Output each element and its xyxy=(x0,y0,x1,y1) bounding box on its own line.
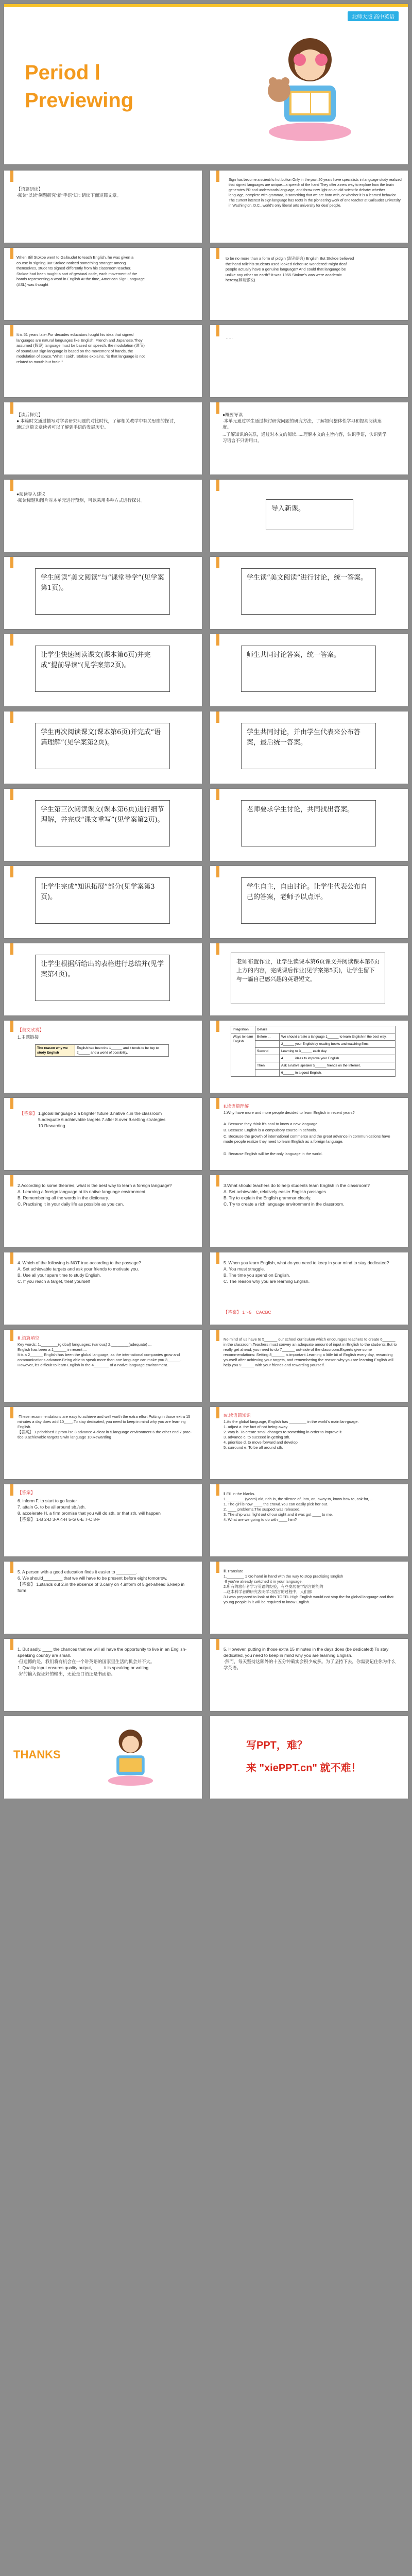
promo-line-1: 写PPT，难？ xyxy=(246,1740,307,1751)
slide-17 xyxy=(210,711,408,784)
slide-27-d: D. Because English will be the only language in the world. xyxy=(224,1151,323,1156)
slide-10 xyxy=(4,480,202,552)
ways-table-cell xyxy=(255,1070,280,1077)
slide-11-box: 导入新课。 xyxy=(266,499,353,530)
slide-38-text: 5. A person with a good education finds it easier to ________. 6. We should________ that we will have to be present before eight tomorrow. 【答案】 1.stands out 2.in the absence of 3.carry on 4.inform of 5.get-ahead 6.keep in form xyxy=(18,1569,185,1593)
slide-tab xyxy=(216,171,219,182)
slide-9-text: ●概要导读 ·本单元通过学生通过探讨研究问题的研究方法，了解如何整体性学习和提高阅读速度。 xyxy=(222,412,382,430)
reason-table-content: English had been the 1______ and it tends to be key to 2______ and a world of possibility. xyxy=(75,1045,169,1057)
slide-13-box: 学生读“美文阅读”进行讨论，统一答案。 xyxy=(241,568,376,615)
promo-slide xyxy=(210,1716,408,1799)
slide-3-text: Sign has become a scientific hot button Only in the past 20 years have specialists in language study realized that signed languages are unique—a speech of the hand They offer a new way to explore how the brain generates PR and understands language, and throw new light on an old scientific debate: whether language, complete with grammar, is something that we are born with, or whether it is a learned behavior The current interest in sign language has roots in the pioneering work of one teacher at Gallaudet University in Washington, D.C., world's only liberal arts university for deaf people. xyxy=(229,178,402,208)
ways-table-cell xyxy=(255,1055,280,1062)
slide-21-box: 学生自主，自由讨论。让学生代表公布自己的答案，老师予以点评。 xyxy=(241,877,376,924)
slide-35-text: 1.As the global language, English has ________ in the world's main lan-guage. 1. adjust a. the fact of not being away 2. vary b. To create small changes to something in order to improve it 3. advance c. to succeed in getting sth. 4. prioritise d. to move forward and develop 5. surround e. To be all around sth. xyxy=(224,1419,359,1450)
slide-37-text: Ⅱ.Fill in the blanks. 1.________ (years) old, rich in, the silence of, into, on, away to, know how to, ask for, ... 1. The girl is now ____ the crowd.You can easily pick her out. 2. ____ problems.The suspect was released. 3. The ship was flight out of our sight and it was got ____ to me. 4. What are we going to do with ____ him? xyxy=(224,1492,373,1522)
slide-18 xyxy=(4,789,202,861)
slide-tab xyxy=(10,480,13,491)
slide-2 xyxy=(4,171,202,243)
slide-tab xyxy=(216,1484,219,1496)
ways-table-cell: Then xyxy=(255,1062,280,1070)
slide-8 xyxy=(4,402,202,474)
slide-38 xyxy=(4,1562,202,1634)
slide-27-q1: 1.Why have more and more people decided to learn English in recent years? xyxy=(224,1110,355,1115)
reason-table xyxy=(35,1044,169,1057)
slide-tab xyxy=(216,402,219,414)
slide-29-text: 3.What should teachers do to help students learn English in the classroom? A. Set achievable, relatively easier English passages. B. Try to explain the English grammar clearly. C. Try to create a rich language environment in the classroom. xyxy=(224,1183,370,1207)
slide-22 xyxy=(4,943,202,1015)
slide-tab xyxy=(10,789,13,800)
slide-4-text: When Bill Stokoe went to Gallaudet to teach English, he was given a course in signing.But Stokoe noticed something strange: among themselves, students signed differently from his classroom teacher. Stokoe had been taught a sort of gestural code, each movement of the hands representing a word in English At the time, American Sign Language (ASL) was thought xyxy=(16,255,145,287)
slide-12 xyxy=(4,557,202,629)
slide-27-head: Ⅱ.读语篇理解 xyxy=(224,1104,249,1109)
slide-27-b: B. Because English is a compulsory course in schools. xyxy=(224,1128,317,1132)
ways-table-cell: We should create a language 1______ to learn English in the best way. xyxy=(280,1033,396,1041)
slide-27-c: C. Because the growth of international commerce and the great advance in communications have made people realize they need to learn English as a foreign language. xyxy=(224,1134,390,1144)
slide-tab xyxy=(10,171,13,182)
slide-tab xyxy=(216,1021,219,1032)
slide-tab xyxy=(10,402,13,414)
slide-30-text: 4. Which of the following is NOT true according to the passage? A. Set achievable targets and ask your friends to motivate you. B. Use all your spare time to study English. C. If you reach a target, treat yourself xyxy=(18,1260,141,1284)
slide-3 xyxy=(210,171,408,243)
slide-tab xyxy=(216,943,219,955)
ways-table xyxy=(231,1026,396,1077)
slide-tab xyxy=(216,325,219,336)
slide-27 xyxy=(210,1098,408,1170)
slide-36-head: 【答案】 xyxy=(18,1490,36,1495)
slide-tab xyxy=(216,866,219,877)
slide-15-box: 师生共同讨论答案，统一答案。 xyxy=(241,646,376,692)
slide-41 xyxy=(210,1639,408,1711)
slide-21 xyxy=(210,866,408,938)
slide-5-text: to be no more than a form of pidgin (混杂语言) English.But Stokoe believed the"hand talk"his students used looked richer.He wondered: might deaf people actually have a genuine language? And could that language be unlike any other on earth? It was 1955.Stokoe's was were academic heresy(异端邪说). xyxy=(226,256,354,282)
slide-40-text: 1. But sadly, ____ the chances that we will all have the opportunity to live in an English-speaking country are small. ·但遗憾的是，我们将有机会在一个讲英语的国家里生活的机会并不大。 1. Quality input ensures quality output, ____ it is speaking or writing. ·好的输入保证好的输出，无论是口语还是书面语。 xyxy=(18,1647,187,1676)
slide-tab xyxy=(216,1639,219,1650)
slide-19 xyxy=(210,789,408,861)
slide-16 xyxy=(4,711,202,784)
slide-20-box: 让学生完成“知识拓展”部分(见学案第3页)。 xyxy=(35,877,170,924)
slide-27-a: A. Because they think it's cool to know a new language. xyxy=(224,1122,319,1126)
thanks-text: THANKS xyxy=(13,1748,61,1761)
ways-table-cell xyxy=(255,1041,280,1048)
slide-32 xyxy=(4,1330,202,1402)
ways-table-cell: 6______ in a good English. xyxy=(280,1070,396,1077)
slide-33 xyxy=(210,1330,408,1402)
slide-17-box: 学生共同讨论，并由学生代表来公布答案，最后统一答案。 xyxy=(241,723,376,769)
slide-tab xyxy=(10,1639,13,1650)
slide-40 xyxy=(4,1639,202,1711)
cover-title-line1: Period Ⅰ xyxy=(25,61,101,84)
slide-5 xyxy=(210,248,408,320)
slide-tab xyxy=(10,943,13,955)
reason-table-label: The reason why we study English xyxy=(36,1045,75,1057)
slide-36-body: 6. inform F. to start to go faster 7. attain G. to be all around sb./sth. 8. accelerate H. a firm promise that you will do sth. or that sth. will happen 【答案】 1-B 2-D 3-A 4-H 5-G 6-E 7-C 8-F xyxy=(18,1498,161,1522)
slide-14-box: 让学生快速阅读课文(课本第6页)并完成“提前导读”(见学案第2页)。 xyxy=(35,646,170,692)
slide-tab xyxy=(216,1330,219,1341)
slide-41-text: 5. However, putting in those extra 15 minutes in the days does (be dedicated) To stay dedicated, you need to keep in mind why you are learning English. ·然而，每天坚持这额外的十五分钟确实会积少成多。为了坚持下去，你需要记住你为什么学英语。 xyxy=(224,1647,396,1670)
slide-7 xyxy=(210,325,408,397)
slide-tab xyxy=(10,1021,13,1032)
slide-13 xyxy=(210,557,408,629)
girl-reading-illustration xyxy=(97,1723,159,1790)
slide-tab xyxy=(10,1330,13,1341)
girl-reading-illustration xyxy=(248,29,362,147)
slide-29 xyxy=(210,1175,408,1247)
ways-table-cell: 4______ ideas to improve your English. xyxy=(280,1055,396,1062)
slide-32-head: Ⅲ.语篇填空 xyxy=(18,1335,40,1341)
slide-15 xyxy=(210,634,408,706)
slide-30 xyxy=(4,1252,202,1325)
promo-line-2: 来 "xiePPT.cn" 就不难！ xyxy=(246,1762,362,1774)
slide-19-box: 老师要求学生讨论，共同找出答案。 xyxy=(241,800,376,846)
slide-20 xyxy=(4,866,202,938)
slide-tab xyxy=(216,634,219,646)
slide-tab xyxy=(10,1484,13,1496)
slide-tab xyxy=(216,557,219,568)
slide-7-lines: ····· xyxy=(226,336,233,341)
slide-14 xyxy=(4,634,202,706)
slide-tab xyxy=(10,1175,13,1187)
ways-table-cell: Ways to learn English xyxy=(231,1033,255,1077)
ways-table-head-a: Integration xyxy=(231,1026,255,1033)
slide-24-head: 【美文欣赏】 xyxy=(18,1027,44,1032)
slide-tab xyxy=(10,248,13,259)
slide-24 xyxy=(4,1021,202,1093)
slide-23-box: 老师布置作业，让学生读课本第6页课文并阅读课本第6页上方的内容，完成课后作业(见学案第5页)，让学生留下与一篇自己感兴趣的英语短文。 xyxy=(231,953,385,1004)
slide-26-head: 【答案】 xyxy=(20,1111,38,1116)
slide-tab xyxy=(216,1098,219,1109)
slide-8-text: 【读后探究】 ● 本篇时文通过描写对学者研究问题的对比时代，了解相关教学中有关思维的探讨，通过这篇文章读者可以了解到手语的发展历史。 xyxy=(16,412,178,430)
ways-table-cell: Learning to 3______ each day. xyxy=(280,1048,396,1055)
slide-35 xyxy=(210,1407,408,1479)
slide-11 xyxy=(210,480,408,552)
slide-tab xyxy=(10,711,13,723)
slide-tab xyxy=(216,480,219,491)
slide-24-sub: 1.主题链接 xyxy=(18,1035,39,1040)
slide-18-box: 学生第三次阅读课文(课本第6页)进行细节理解，并完成“课文重写”(见学案第2页)。 xyxy=(35,800,170,846)
slide-tab xyxy=(216,1407,219,1418)
slide-4 xyxy=(4,248,202,320)
slide-tab xyxy=(10,1562,13,1573)
cover-slide xyxy=(4,4,408,164)
slide-10-text: ●阅读导入建议 ·阅读标题和图片对本单元进行预测，可以采用多种方式进行探讨。 xyxy=(16,492,145,503)
slide-39-text: Ⅲ.Translate 1.________ 1 Go hand in hand with the way to stop practising English ·If you've already switched it in your language. 2.所有的旅行者学习英语的经验，有些发展在学语言的能的 ...这本科学者的研究表明学习语言的过程中，人们都 3.I was prepared to look at this TOEFL High English would not stop the for global language and that young people in it will be required to know English. xyxy=(224,1569,394,1604)
slide-26-body: 1.global language 2.a brighter future 3.native 4.in the classroom 5.adequate 6.achievable targets 7.after 8.over 9.setting strategies 10.Rewarding xyxy=(38,1111,166,1128)
slide-2-text: 【语篇研读】 ·阅读“以读”例题研究“新”手语“知”: 请读下面短篇文章。 xyxy=(16,187,122,198)
slide-tab xyxy=(10,866,13,877)
ways-table-head-b: Details xyxy=(255,1026,396,1033)
slide-37 xyxy=(210,1484,408,1556)
slide-33-text: No mind of us have to 5______ our school curriculum which encourages teachers to create 6______ in the classroom.Teachers must convey an adequate amount of input in English to the students.But to really get ahead, you need to do 7______ out-side of the classroom.Experts give some recommendations: Setting 8______ is important.Learning a little bit of English every day, rewarding yourself after achieving your targets, and remembering the reason why you are learning English will help you 9______ with your friends and rewarding yourself. xyxy=(224,1337,397,1367)
cover-badge: 北师大版 高中英语 xyxy=(348,11,399,21)
cover-title-line2: Previewing xyxy=(25,89,134,112)
slide-31-text: 5. When you learn English, what do you need to keep in your mind to stay dedicated? A. You must struggle. B. The time you spend on English. C. The reason why you are learning English. xyxy=(224,1260,389,1284)
slide-tab xyxy=(216,1175,219,1187)
cover-top-stripe xyxy=(4,4,408,7)
slide-16-box: 学生再次阅读课文(课本第6页)并完成“语篇理解”(见学案第2页)。 xyxy=(35,723,170,769)
slide-9-text-2: ...了解知识的关联，通过对本文的阅读......理解本文的主旨内容，认识手语，认识到学习语言不只需用口。 xyxy=(222,432,387,443)
slide-tab xyxy=(10,1407,13,1418)
slide-31 xyxy=(210,1252,408,1325)
slide-tab xyxy=(10,634,13,646)
slide-12-box: 学生阅读“美文阅读”与“课堂导学”(见学案第1页)。 xyxy=(35,568,170,615)
slide-22-box: 让学生根据所给出的表格进行总结并(见学案第4页)。 xyxy=(35,955,170,1001)
ways-table-cell: 2______ your English by reading books and watching films. xyxy=(280,1041,396,1048)
slide-6-text: It is 51 years later.For decades educators fought his idea that signed languages are natural languages like English, French and Japanese.They assumed (假设) language must be based on speech, the modulation (调节) of sound.But sign language is based on the movement of hands, the modulation of space."What I said", Stokoe explains, "is that language is not related to mouth but brain." xyxy=(16,332,145,364)
slide-tab xyxy=(216,1252,219,1264)
ways-table-cell: Second xyxy=(255,1048,280,1055)
slide-tab xyxy=(10,557,13,568)
slide-23 xyxy=(210,943,408,1015)
slide-tab xyxy=(216,711,219,723)
slide-39 xyxy=(210,1562,408,1634)
slide-36 xyxy=(4,1484,202,1556)
slide-6 xyxy=(4,325,202,397)
slide-31-answer: 【答案】 1～5 CACBC xyxy=(224,1310,271,1315)
slide-26 xyxy=(4,1098,202,1170)
slide-tab xyxy=(216,248,219,259)
ways-table-cell: Before ... xyxy=(255,1033,280,1041)
slide-25 xyxy=(210,1021,408,1093)
slide-28-text: 2.According to some theories, what is the best way to learn a foreign language? A. Learning a foreign language at its native language environment. B. Remembering all the words in the dictionary. C. Practising it in your daily life as possible as you can. xyxy=(18,1183,172,1207)
slide-tab xyxy=(10,325,13,336)
slide-32-body: Key words: 1.________(global) languages; (various) 2.________(adequate) ... English has been a 1______ in recent ... It is a 2______ English has been the global language, as the international companies grow and communications advance.Being able to speak more than one language can make you 3______. However, it's difficult to learn English in the 4_______ of a native language environment. xyxy=(18,1342,182,1367)
slide-34 xyxy=(4,1407,202,1479)
slide-tab xyxy=(10,1098,13,1109)
slide-9 xyxy=(210,402,408,474)
slide-tab xyxy=(216,1562,219,1573)
slide-34-text: ·These recommendations are easy to achieve and well worth the extra effort.Putting in those extra 15 minutes a day does add 10____.To stay dedicated, you need to keep in mind why you are learning English. 【答案】 1.prioritised 2.prom-ise 3.advance 4.clear in 5.language environment 6.the other end 7.prac-tice 8.achievable targets 9.win language 10.Rewarding xyxy=(18,1414,192,1439)
slide-tab xyxy=(10,1252,13,1264)
slide-35-head: Ⅳ.读语篇知识 xyxy=(224,1413,251,1418)
ways-table-cell: Ask a native speaker 5______ friends on the Internet. xyxy=(280,1062,396,1070)
slide-28 xyxy=(4,1175,202,1247)
slide-tab xyxy=(216,789,219,800)
thanks-slide xyxy=(4,1716,202,1799)
